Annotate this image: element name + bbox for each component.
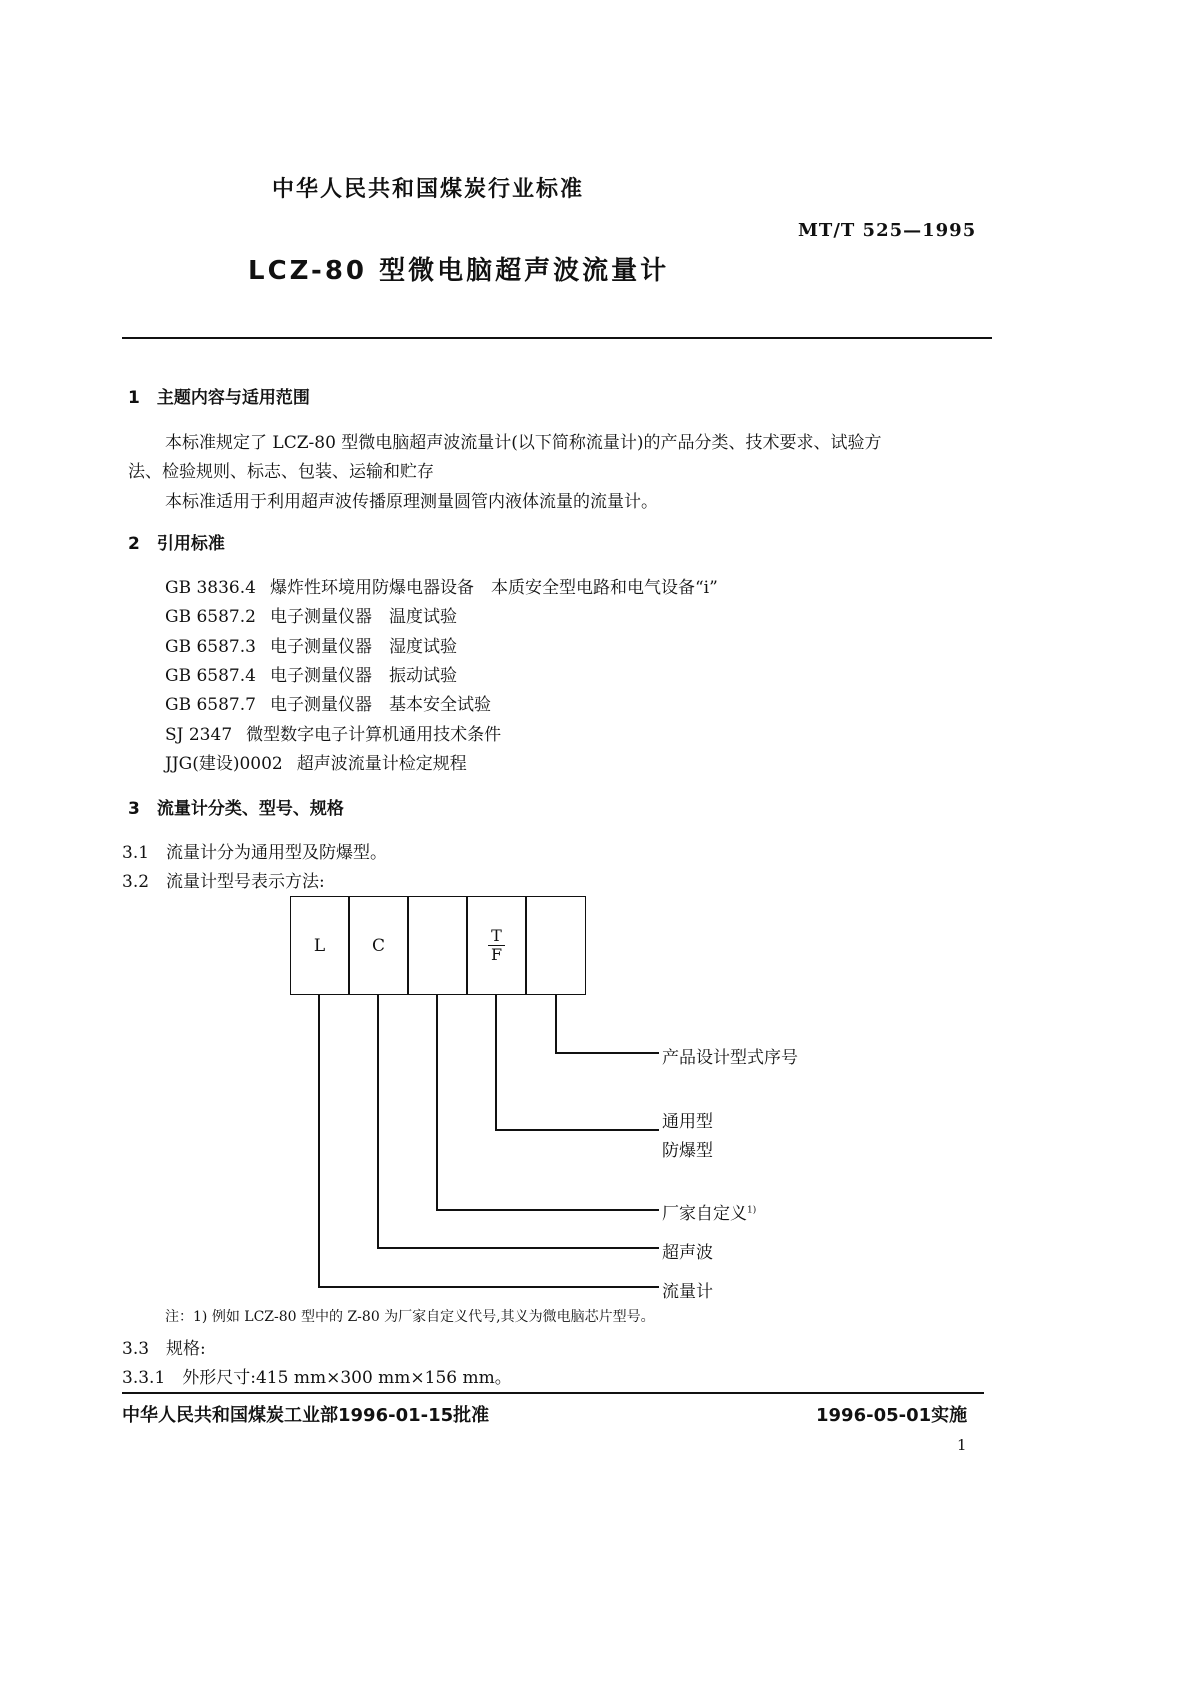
reference-item: GB 6587.7 电子测量仪器 基本安全试验 (165, 695, 491, 716)
footer-divider (122, 1392, 984, 1394)
code-cell-custom (408, 896, 467, 995)
approval-date: 中华人民共和国煤炭工业部1996-01-15批准 (122, 1405, 490, 1426)
paragraph: 本标准适用于利用超声波传播原理测量圆管内液体流量的流量计。 (165, 492, 658, 512)
code-cell-c: C (349, 896, 408, 995)
reference-item: GB 6587.3 电子测量仪器 湿度试验 (165, 636, 457, 657)
page-number: 1 (957, 1436, 967, 1454)
label-custom: 厂家自定义$^{1)}$ (662, 1204, 757, 1224)
label-flowmeter: 流量计 (662, 1282, 713, 1302)
clause-3-2: 3.2 流量计型号表示方法: (122, 872, 325, 892)
effective-date: 1996-05-01实施 (816, 1405, 968, 1426)
reference-item: GB 3836.4 爆炸性环境用防爆电器设备 本质安全型电路和电气设备“i” (165, 578, 718, 598)
reference-item: GB 6587.2 电子测量仪器 温度试验 (165, 607, 457, 628)
section-1-heading: 1 主题内容与适用范围 (128, 388, 310, 408)
clause-3-3: 3.3 规格: (122, 1339, 206, 1359)
label-ultrasonic: 超声波 (662, 1243, 713, 1263)
label-series: 产品设计型式序号 (662, 1048, 798, 1068)
clause-3-3-1: 3.3.1 外形尺寸:415 mm×300 mm×156 mm。 (122, 1368, 512, 1388)
section-2-heading: 2 引用标准 (128, 534, 225, 554)
footnote: 注：1) 例如 LCZ-80 型中的 Z-80 为厂家自定义代号,其义为微电脑芯片型号。 (165, 1309, 655, 1325)
label-explosion: 防爆型 (662, 1141, 713, 1161)
issuing-org: 中华人民共和国煤炭行业标准 (272, 177, 585, 202)
clause-3-1: 3.1 流量计分为通用型及防爆型。 (122, 843, 388, 863)
title-divider (122, 337, 992, 339)
reference-item: SJ 2347 微型数字电子计算机通用技术条件 (165, 724, 502, 745)
paragraph: 本标准规定了 LCZ-80 型微电脑超声波流量计(以下简称流量计)的产品分类、技术要求、试验方 (165, 433, 882, 453)
reference-item: GB 6587.4 电子测量仪器 振动试验 (165, 665, 457, 686)
label-general: 通用型 (662, 1112, 713, 1132)
code-cell-series (526, 896, 586, 995)
reference-item: JJG(建设)0002 超声波流量计检定规程 (165, 753, 467, 774)
code-cell-l: L (290, 896, 349, 995)
section-3-heading: 3 流量计分类、型号、规格 (128, 799, 344, 819)
code-cell-type: $\frac{T}{F}$ (467, 896, 526, 995)
standard-code: MT/T 525—1995 (798, 220, 977, 241)
paragraph: 法、检验规则、标志、包装、运输和贮存 (128, 462, 434, 482)
document-title: LCZ-80 型微电脑超声波流量计 (248, 256, 670, 286)
